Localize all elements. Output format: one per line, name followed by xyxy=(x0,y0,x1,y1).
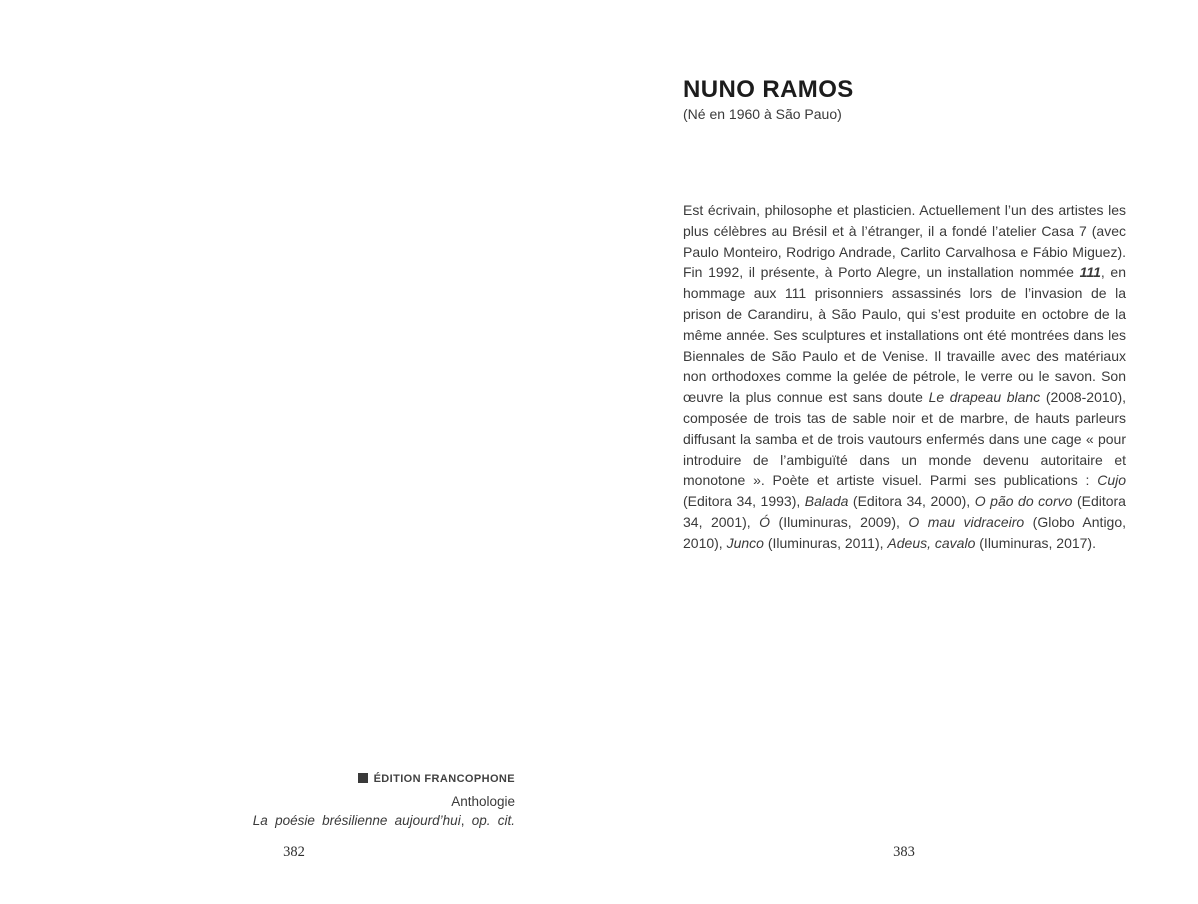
text-segment: (Editora 34, 2001), xyxy=(683,493,1126,530)
artist-name-heading: NUNO RAMOS xyxy=(683,76,854,103)
attribution-block xyxy=(250,773,515,828)
text-segment: op. cit. xyxy=(471,813,515,828)
text-segment: (Iluminuras, 2017). xyxy=(975,534,1096,551)
text-segment: Le drapeau blanc xyxy=(928,389,1041,406)
text-segment: Balada xyxy=(804,493,849,510)
page-number-left: 382 xyxy=(283,844,305,860)
text-segment: (Editora 34, 2000), xyxy=(848,493,975,510)
edition-label-line xyxy=(250,773,515,785)
edition-label: ÉDITION FRANCOPHONE xyxy=(373,773,515,785)
text-segment: (Globo Antigo, 2010), xyxy=(683,513,1127,551)
text-segment: Adeus, cavalo xyxy=(887,534,976,551)
text-segment: Junco xyxy=(726,534,764,551)
artist-bio-paragraph xyxy=(683,200,1126,554)
anthology-label: Anthologie xyxy=(451,794,515,809)
page-number-right: 383 xyxy=(893,844,915,860)
text-segment: , xyxy=(460,813,472,828)
source-title xyxy=(250,813,515,828)
text-segment: 111 xyxy=(1079,264,1101,281)
text-segment: Cujo xyxy=(1097,472,1126,489)
filled-square-icon xyxy=(358,773,368,783)
text-segment: , en hommage aux 111 prisonniers assassinés lors de l’invasion de la prison de Carandiru, à São Paulo, qui s’est produite en octobre de la même année. Ses sculptures et installations ont été montrées dans les Biennales de São Paulo et de Venise. Il travaille avec des matériaux non orthodoxes comme la gelée de pétrole, le verre ou le savon. Son œuvre la plus connue est sans doute xyxy=(683,264,1127,406)
text-segment: La poésie brésilienne aujourd’hui xyxy=(252,813,461,828)
text-segment: (Editora 34, 1993), xyxy=(683,493,805,510)
text-segment: (Iluminuras, 2009), xyxy=(770,513,909,530)
text-segment: Ó xyxy=(759,513,771,530)
text-segment: (2008-2010), composée de trois tas de sable noir et de marbre, de hauts parleurs diffusant la samba et de trois vautours enfermés dans une cage « pour introduire de l’ambiguïté dans un monde devenu autoritaire et monotone ». Poète et artiste visuel. Parmi ses publications : xyxy=(683,389,1126,489)
text-segment: Est écrivain, philosophe et plasticien. Actuellement l’un des artistes les plus célèbres au Brésil et à l’étranger, il a fondé l’atelier Casa 7 (avec Paulo Monteiro, Rodrigo Andrade, Carlito Carvalhosa e Fábio Miguez). Fin 1992, il présente, à Porto Alegre, un installation nommée xyxy=(683,202,1126,281)
artist-birth-info: (Né en 1960 à São Pauo) xyxy=(683,106,842,122)
text-segment: (Iluminuras, 2011), xyxy=(763,534,888,551)
text-segment: O pão do corvo xyxy=(974,493,1073,510)
text-segment: O mau vidraceiro xyxy=(908,513,1025,530)
